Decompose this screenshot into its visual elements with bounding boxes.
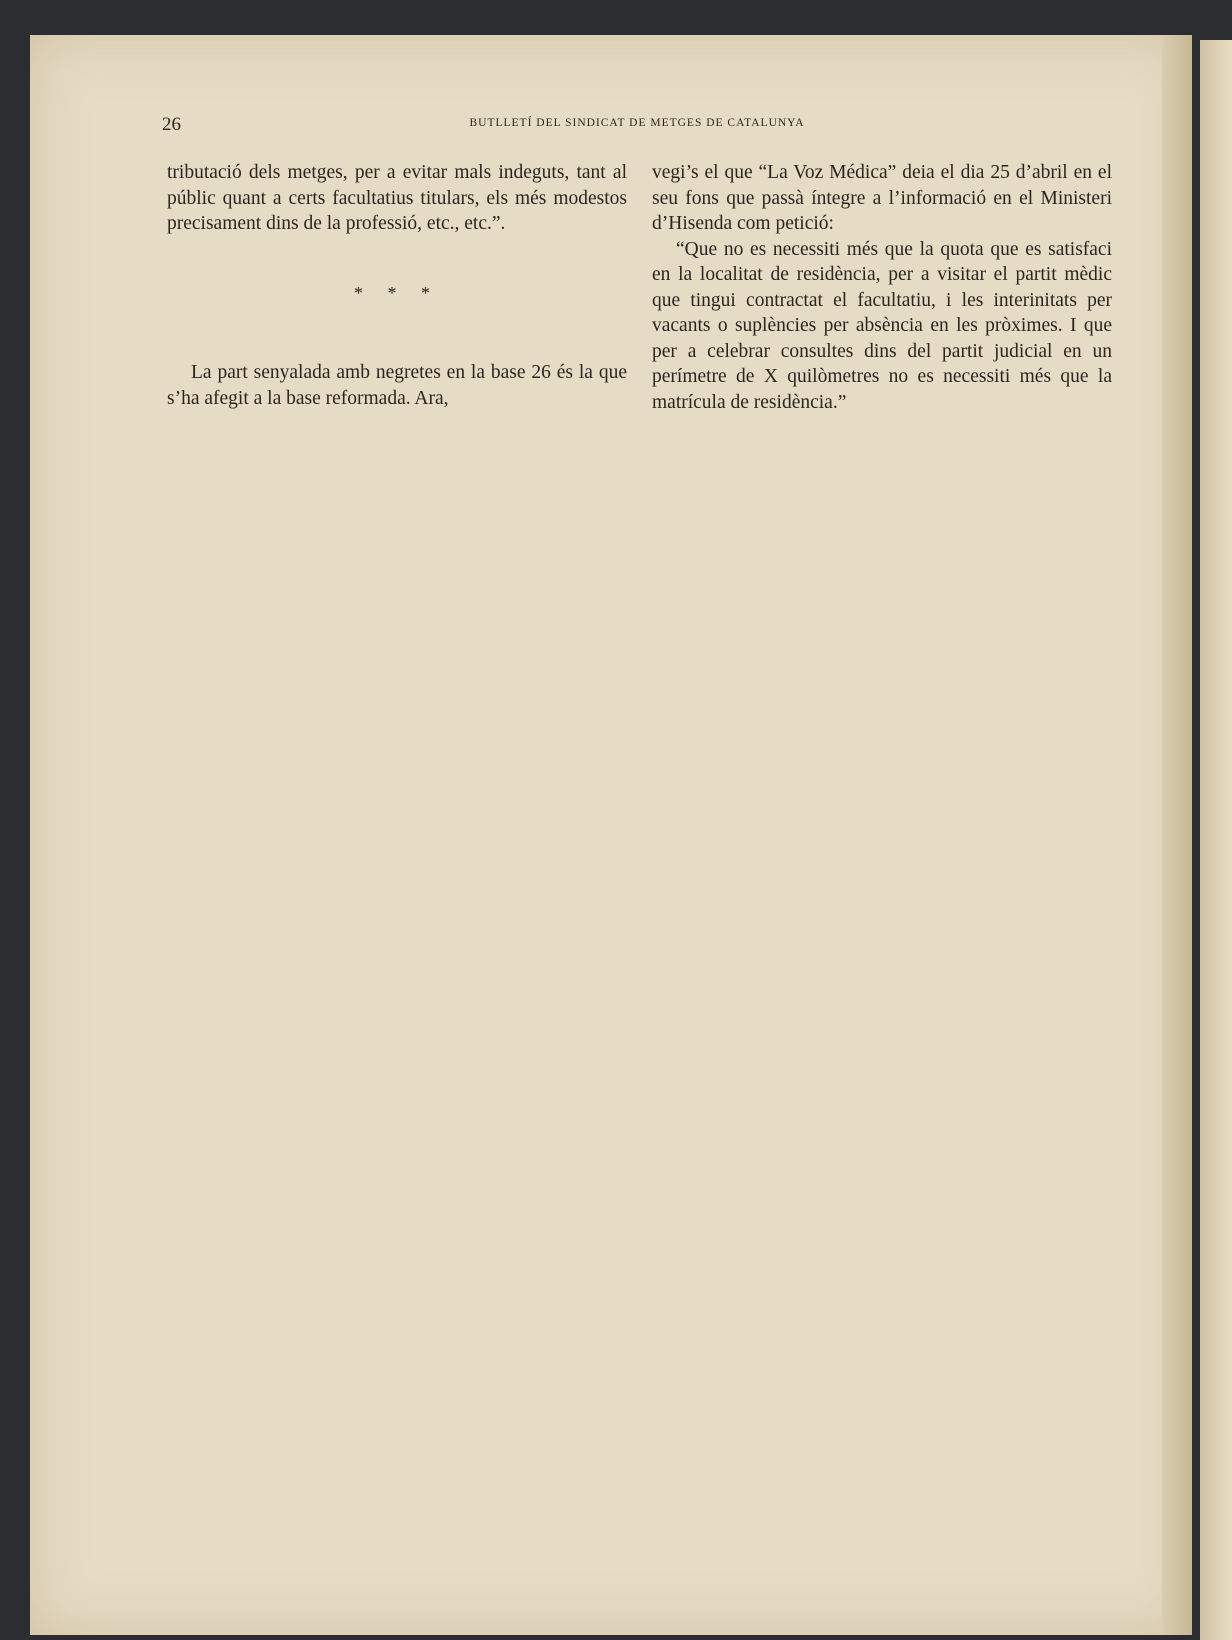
journal-title: BUTLLETÍ DEL SINDICAT DE METGES DE CATALUNYA — [469, 117, 805, 129]
right-paragraph-1: vegi’s el que “La Voz Médica” deia el dia 25 d’abril en el seu fons que passà íntegre a l’informació en el Ministeri d’Hisenda com petició: — [652, 162, 1112, 234]
page-number: 26 — [162, 114, 181, 135]
right-paragraph-2: “Que no es necessiti més que la quota que es satisfaci en la localitat de residència, per a visitar el partit mèdic que tingui contractat el facultatiu, i les interinitats per vacants o suplències per absència en les pròximes. I que per a celebrar consultes dins del partit judicial en un perímetre de X quilòmetres no es necessiti més que la matrícula de residència.” — [652, 238, 1112, 413]
section-separator: * * * — [354, 282, 440, 303]
next-page-edge — [1200, 40, 1232, 1640]
right-column — [652, 160, 1112, 415]
left-column — [167, 160, 627, 411]
page-edge — [1162, 35, 1192, 1635]
running-head — [162, 114, 1112, 134]
left-paragraph-2: La part senyalada amb negretes en la base 26 és la que s’ha afegit a la base reformada. Ara, — [167, 362, 627, 409]
left-paragraph-1: tributació dels metges, per a evitar mals indeguts, tant al públic quant a certs facultatius titulars, els més modestos precisament dins de la professió, etc., etc.”. — [167, 162, 627, 234]
